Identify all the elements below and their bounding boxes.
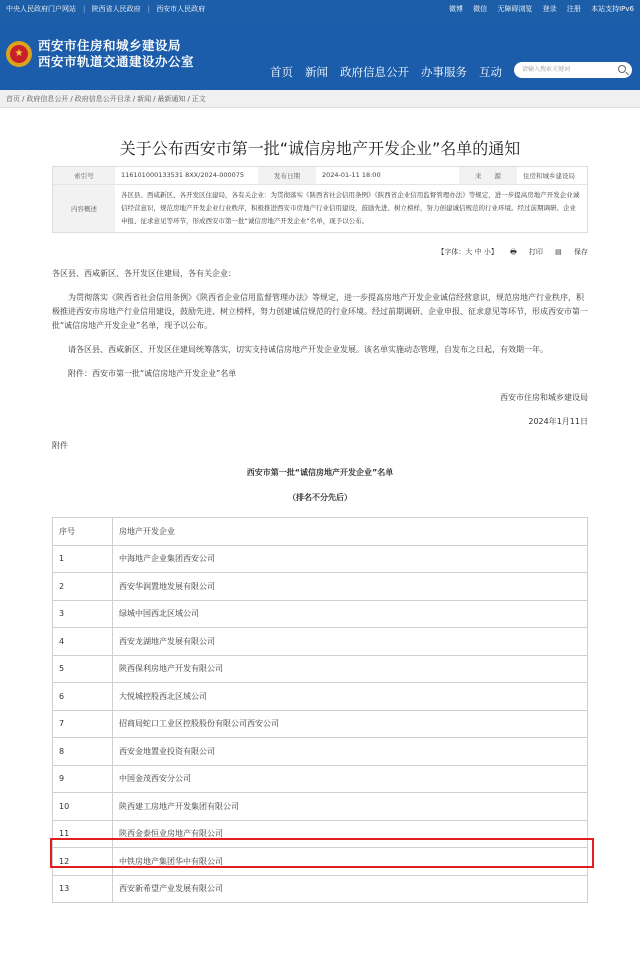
link-shaanxi-gov[interactable]: 陕西省人民政府 xyxy=(91,5,141,13)
top-bar xyxy=(0,0,640,18)
table-row-highlighted xyxy=(53,793,588,821)
row-no: 8 xyxy=(53,738,113,766)
row-company: 中海地产企业集团西安公司 xyxy=(113,545,588,573)
breadcrumb-catalog[interactable]: 政府信息公开目录 xyxy=(74,94,131,103)
index-value: 116101000133531 8XX/2024-000075 xyxy=(121,171,245,179)
print-label: 打印 xyxy=(528,248,543,256)
font-size-switch[interactable]: 【字体：大 中 小】 xyxy=(437,248,498,256)
table-row xyxy=(53,683,588,711)
save-button[interactable]: ▤ 保存 xyxy=(555,248,588,256)
table-header-row xyxy=(53,518,588,546)
row-company: 绿城中国西北区域公司 xyxy=(113,600,588,628)
site-title-line2: 西安市轨道交通建设办公室 xyxy=(38,54,195,69)
search-icon[interactable] xyxy=(618,65,626,73)
list-subtitle: （排名不分先后） xyxy=(288,493,352,502)
attachment-label: 附件 xyxy=(52,441,68,450)
breadcrumb-home[interactable]: 首页 xyxy=(6,94,20,103)
list-title: 西安市第一批“诚信房地产开发企业”名单 xyxy=(246,468,394,477)
site-header xyxy=(0,18,640,90)
breadcrumb-news[interactable]: 新闻 xyxy=(137,94,152,103)
row-company: 西安新希望产业发展有限公司 xyxy=(113,875,588,903)
nav-interaction[interactable]: 互动 xyxy=(479,65,502,79)
table-row xyxy=(53,655,588,683)
table-row xyxy=(53,710,588,738)
save-label: 保存 xyxy=(574,248,588,256)
link-xian-gov[interactable]: 西安市人民政府 xyxy=(156,5,206,13)
row-no: 4 xyxy=(53,628,113,656)
date-label: 发布日期 xyxy=(258,167,316,184)
header-no: 序号 xyxy=(53,518,113,546)
paragraph-2: 请各区县、西咸新区、开发区住建局统筹落实，切实支持诚信房地产开发企业发展。该名单实施动态管理，自发布之日起，有效期一年。 xyxy=(68,345,548,354)
highlight-box xyxy=(50,838,594,868)
site-title[interactable] xyxy=(38,38,194,70)
page-title: 关于公布西安市第一批“诚信房地产开发企业”名单的通知 xyxy=(119,139,521,158)
nav-home[interactable]: 首页 xyxy=(270,65,293,79)
top-links: 中央人民政府门户网站 | 陕西省人民政府 | 西安市人民政府 xyxy=(6,5,206,13)
table-row xyxy=(53,875,588,903)
breadcrumb-info-disclosure[interactable]: 政府信息公开 xyxy=(26,94,69,103)
weibo-link[interactable]: 微博 xyxy=(448,5,463,13)
row-no: 9 xyxy=(53,765,113,793)
article-body xyxy=(52,267,588,453)
national-emblem-icon: ★ xyxy=(6,41,32,67)
search-placeholder: 请输入搜索关键词 xyxy=(522,66,571,73)
row-no: 6 xyxy=(53,683,113,711)
wechat-link[interactable]: 微信 xyxy=(473,5,488,13)
row-company: 陕西金泰恒业房地产有限公司 xyxy=(113,820,588,848)
nav-news[interactable]: 新闻 xyxy=(305,65,328,79)
table-row xyxy=(53,545,588,573)
link-central-gov[interactable]: 中央人民政府门户网站 xyxy=(6,5,76,13)
index-label: 索引号 xyxy=(53,167,115,184)
row-company: 西安龙湖地产发展有限公司 xyxy=(113,628,588,656)
accessibility-link[interactable]: 无障碍浏览 xyxy=(497,5,533,13)
table-row xyxy=(53,765,588,793)
date-value: 2024-01-11 18:00 xyxy=(322,171,381,179)
row-no: 1 xyxy=(53,545,113,573)
signer: 西安市住房和城乡建设局 xyxy=(500,393,588,402)
table-row xyxy=(53,600,588,628)
row-no: 12 xyxy=(53,848,113,876)
row-company: 招商局蛇口工业区控股股份有限公司西安公司 xyxy=(113,710,588,738)
register-link[interactable]: 注册 xyxy=(566,5,581,13)
row-company: 陕西建工房地产开发集团有限公司 xyxy=(113,793,588,821)
row-company: 中国金茂西安分公司 xyxy=(113,765,588,793)
article xyxy=(0,136,640,903)
row-company: 中铁房地产集团华中有限公司 xyxy=(113,848,588,876)
row-no: 11 xyxy=(53,820,113,848)
summary-value: 各区县、西咸新区、各开发区住建局，各有关企业：为贯彻落实《陕西省社会信用条例》《陕西省企业信用监督管理办法》等规定，进一步提高房地产开发企业诚信经营意识，规范房地产开发企业行业秩序，积极推进西安市房地产行业信用建设，鼓励先进、树立榜样，努力创建诚信规范的行业环境。经过前期调研、企业申报、征求意见等环节，形成西安市第一批“诚信房地产开发企业”名单，现予以公布。 xyxy=(121,191,580,225)
row-no: 10 xyxy=(53,793,113,821)
meta-table xyxy=(52,166,588,233)
row-no: 13 xyxy=(53,875,113,903)
row-no: 7 xyxy=(53,710,113,738)
nav-services[interactable]: 办事服务 xyxy=(421,65,467,79)
main-nav xyxy=(270,64,514,80)
row-company: 大悦城控股西北区域公司 xyxy=(113,683,588,711)
table-row xyxy=(53,738,588,766)
attachment-line[interactable]: 附件：西安市第一批“诚信房地产开发企业”名单 xyxy=(68,369,237,378)
article-tools xyxy=(52,247,588,259)
top-right-links xyxy=(441,4,634,14)
row-no: 5 xyxy=(53,655,113,683)
paragraph-1: 为贯彻落实《陕西省社会信用条例》《陕西省企业信用监督管理办法》等规定，进一步提高房地产开发企业诚信经营意识，规范房地产行业秩序，积极推进西安市房地产行业信用建设，鼓励先进、树立榜样，努力创建诚信规范的行业环境。经过前期调研、企业申报、征求意见等环节，形成西安市第一批“诚信房地产开发企业”名单，现予以公布。 xyxy=(52,293,588,330)
breadcrumb: 首页 / 政府信息公开 / 政府信息公开目录 / 新闻 / 最新通知 / 正文 xyxy=(0,90,640,108)
breadcrumb-current: 正文 xyxy=(191,94,206,103)
summary-label: 内容概述 xyxy=(53,185,115,232)
row-no: 3 xyxy=(53,600,113,628)
ipv6-label: 本站支持IPv6 xyxy=(591,5,634,13)
source-value: 住房和城乡建设局 xyxy=(523,172,575,180)
row-company: 西安华润置地发展有限公司 xyxy=(113,573,588,601)
table-row xyxy=(53,628,588,656)
row-company: 西安金地置业投资有限公司 xyxy=(113,738,588,766)
print-button[interactable]: 🖶 打印 xyxy=(510,248,543,256)
header-company: 房地产开发企业 xyxy=(113,518,588,546)
table-row xyxy=(53,573,588,601)
salutation: 各区县、西咸新区、各开发区住建局，各有关企业： xyxy=(52,269,236,278)
search-input[interactable] xyxy=(514,62,632,78)
publish-date: 2024年1月11日 xyxy=(528,417,588,426)
site-title-line1: 西安市住房和城乡建设局 xyxy=(38,38,182,53)
source-label: 来 源 xyxy=(459,167,517,184)
nav-info-disclosure[interactable]: 政府信息公开 xyxy=(340,65,409,79)
login-link[interactable]: 登录 xyxy=(542,5,557,13)
row-no: 2 xyxy=(53,573,113,601)
breadcrumb-latest[interactable]: 最新通知 xyxy=(157,94,186,103)
row-company: 陕西保利房地产开发有限公司 xyxy=(113,655,588,683)
